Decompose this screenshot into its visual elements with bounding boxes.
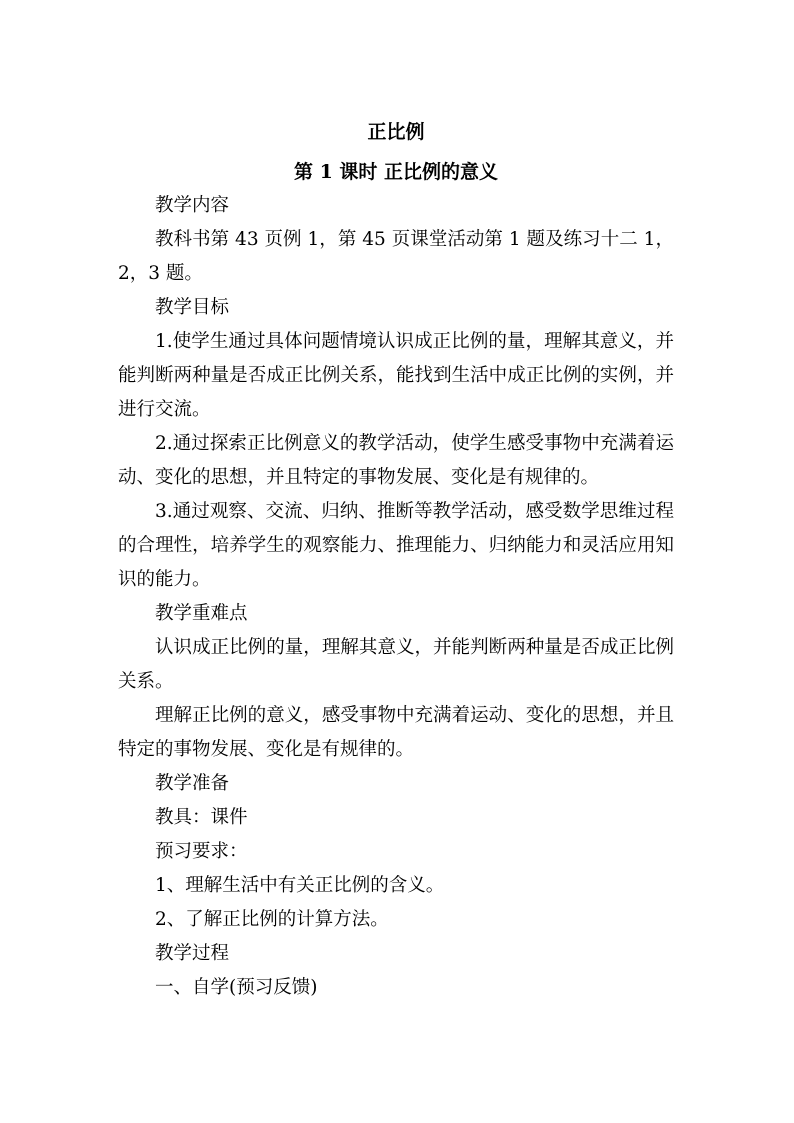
objective-2: 2.通过探索正比例意义的教学活动，使学生感受事物中充满着运动、变化的思想，并且特定的事物发展、变化是有规律的。	[118, 433, 674, 488]
difficult-point: 理解正比例的意义，感受事物中充满着运动、变化的思想，并且特定的事物发展、变化是有规律的。	[118, 705, 674, 760]
section-heading-process: 教学过程	[155, 943, 230, 964]
section-heading-key-points: 教学重难点	[155, 603, 248, 624]
process-step-1: 一、自学(预习反馈)	[155, 977, 318, 998]
lesson-subtitle: 第 1 课时 正比例的意义	[293, 161, 499, 183]
document-body	[118, 115, 674, 1005]
objective-1: 1.使学生通过具体问题情境认识成正比例的量，理解其意义，并能判断两种量是否成正比例关系，能找到生活中成正比例的实例，并进行交流。	[118, 331, 674, 420]
content-paragraph: 教科书第 43 页例 1，第 45 页课堂活动第 1 题及练习十二 1，2，3 题。	[118, 229, 674, 284]
document-title: 正比例	[367, 121, 425, 143]
preview-requirement-1: 1、理解生活中有关正比例的含义。	[155, 875, 445, 896]
objective-3: 3.通过观察、交流、归纳、推断等教学活动，感受数学思维过程的合理性，培养学生的观察能力、推理能力、归纳能力和灵活应用知识的能力。	[118, 501, 674, 590]
section-heading-content: 教学内容	[155, 195, 230, 216]
preview-requirement-2: 2、了解正比例的计算方法。	[155, 909, 389, 930]
key-point: 认识成正比例的量，理解其意义，并能判断两种量是否成正比例关系。	[118, 637, 674, 692]
section-heading-objectives: 教学目标	[155, 297, 230, 318]
preview-requirements-heading: 预习要求：	[155, 841, 248, 862]
teaching-aids: 教具：课件	[155, 807, 248, 828]
section-heading-preparation: 教学准备	[155, 773, 230, 794]
